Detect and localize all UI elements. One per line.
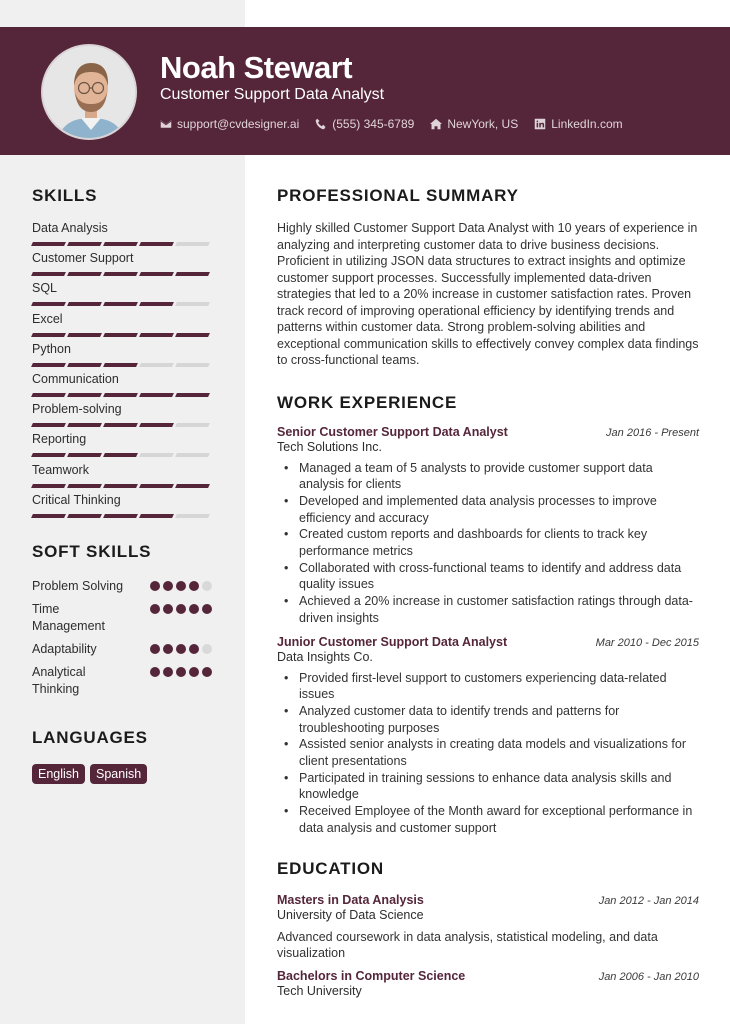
job-title: Senior Customer Support Data Analyst	[277, 424, 508, 439]
bullet-item: • Received Employee of the Month award for exceptional performance in data analysis and customer support	[299, 803, 699, 836]
school-name: Tech University	[277, 983, 362, 998]
level-segment	[139, 363, 174, 367]
level-segment	[103, 453, 138, 457]
bullet-item: • Managed a team of 5 analysts to provide customer support data analysis for clients	[299, 460, 699, 493]
level-segment	[175, 242, 210, 246]
skill-name: Customer Support	[32, 251, 134, 266]
skills-list	[32, 220, 212, 522]
job-entry	[277, 635, 699, 837]
education-date: Jan 2006 - Jan 2010	[598, 970, 699, 983]
level-segment	[31, 453, 66, 457]
skill-name: Communication	[32, 371, 119, 386]
level-segment	[175, 393, 210, 397]
degrees-list	[277, 893, 699, 1000]
rating-dot	[202, 667, 212, 677]
skill-level-bar	[32, 453, 212, 457]
level-segment	[139, 242, 174, 246]
skill-name: SQL	[32, 281, 58, 296]
level-segment	[67, 423, 102, 427]
level-segment	[31, 423, 66, 427]
level-segment	[103, 423, 138, 427]
level-segment	[67, 363, 102, 367]
summary-heading: PROFESSIONAL SUMMARY	[277, 186, 519, 205]
school-name: University of Data Science	[277, 907, 424, 922]
level-segment	[67, 272, 102, 276]
job-date: Jan 2016 - Present	[606, 426, 699, 439]
job-bullets	[277, 460, 699, 627]
level-segment	[67, 453, 102, 457]
soft-skill-rating	[150, 664, 212, 698]
skill-item	[32, 371, 212, 401]
skill-name: Critical Thinking	[32, 492, 121, 507]
home-icon	[430, 118, 442, 130]
job-entry	[277, 425, 699, 627]
languages-list	[32, 764, 212, 784]
jobs-list	[277, 425, 699, 837]
level-segment	[139, 272, 174, 276]
level-segment	[139, 484, 174, 488]
soft-skill-item	[32, 601, 212, 635]
education-entry	[277, 969, 699, 1000]
summary-text: Highly skilled Customer Support Data Analyst with 10 years of experience in analyzing and interpreting customer data to drive business decisions. Proficient in utilizing JSON data structures to extract insights and optimize customer support processes. Successfully implemented data-driven strategies that led to a 20% increase in customer satisfaction rates. Proven track record of improving operational efficiency by identifying trends and patterns within customer data. Strong problem-solving abilities and exceptional communication skills to effectively convey complex data findings to cross-functional teams.	[277, 221, 699, 367]
level-segment	[31, 333, 66, 337]
candidate-name: Noah Stewart	[160, 50, 353, 85]
rating-dot	[189, 581, 199, 591]
contact-phone[interactable]	[315, 117, 414, 131]
education-heading: EDUCATION	[277, 858, 384, 878]
level-segment	[175, 272, 210, 276]
bullet-item: • Participated in training sessions to enhance data analysis skills and knowledge	[299, 770, 699, 803]
level-segment	[103, 333, 138, 337]
rating-dot	[150, 604, 160, 614]
location-text: NewYork, US	[447, 117, 519, 131]
languages-heading: LANGUAGES	[32, 727, 148, 747]
skill-name: Python	[32, 341, 71, 356]
level-segment	[175, 302, 210, 306]
rating-dot	[189, 604, 199, 614]
soft-skill-item	[32, 641, 212, 658]
rating-dot	[163, 644, 173, 654]
level-segment	[103, 484, 138, 488]
contact-linkedin[interactable]	[534, 117, 622, 131]
soft-skill-name: Problem Solving	[32, 578, 124, 593]
bullet-item: • Achieved a 20% increase in customer satisfaction ratings through data-driven insights	[299, 593, 699, 626]
bullet-item: • Assisted senior analysts in creating data models and visualizations for client presentations	[299, 736, 699, 769]
level-segment	[139, 453, 174, 457]
company-name: Data Insights Co.	[277, 649, 373, 664]
level-segment	[67, 514, 102, 518]
education-date: Jan 2012 - Jan 2014	[598, 894, 699, 907]
rating-dot	[163, 581, 173, 591]
rating-dot	[202, 644, 212, 654]
job-header	[277, 425, 699, 439]
work-heading: WORK EXPERIENCE	[277, 392, 458, 412]
skill-item	[32, 462, 212, 492]
level-segment	[103, 302, 138, 306]
level-segment	[175, 514, 210, 518]
skill-item	[32, 431, 212, 461]
skill-name: Teamwork	[32, 462, 89, 477]
bullet-item: • Analyzed customer data to identify trends and patterns for troubleshooting purposes	[299, 703, 699, 736]
level-segment	[103, 514, 138, 518]
rating-dot	[202, 581, 212, 591]
level-segment	[175, 423, 210, 427]
phone-text: (555) 345-6789	[332, 117, 415, 131]
level-segment	[67, 302, 102, 306]
phone-icon	[315, 118, 327, 130]
skill-level-bar	[32, 363, 212, 367]
skill-name: Problem-solving	[32, 402, 122, 417]
level-segment	[175, 333, 210, 337]
rating-dot	[150, 644, 160, 654]
candidate-title: Customer Support Data Analyst	[160, 86, 385, 103]
rating-dot	[176, 667, 186, 677]
level-segment	[175, 484, 210, 488]
level-segment	[31, 484, 66, 488]
contact-email[interactable]	[160, 117, 299, 131]
job-title: Junior Customer Support Data Analyst	[277, 634, 508, 649]
rating-dot	[189, 644, 199, 654]
level-segment	[175, 363, 210, 367]
skill-name: Data Analysis	[32, 221, 108, 235]
level-segment	[31, 393, 66, 397]
level-segment	[67, 393, 102, 397]
contact-bar	[160, 117, 623, 131]
skill-level-bar	[32, 484, 212, 488]
contact-location	[430, 117, 518, 131]
soft-skill-name: Time Management	[32, 601, 105, 633]
level-segment	[31, 242, 66, 246]
level-segment	[103, 363, 138, 367]
rating-dot	[176, 604, 186, 614]
level-segment	[139, 514, 174, 518]
education-header	[277, 969, 699, 983]
company-name: Tech Solutions Inc.	[277, 439, 382, 454]
skill-level-bar	[32, 333, 212, 337]
skill-name: Excel	[32, 311, 63, 326]
skill-item	[32, 492, 212, 522]
degree-name: Bachelors in Computer Science	[277, 968, 466, 983]
level-segment	[139, 302, 174, 306]
soft-skills-list	[32, 578, 212, 698]
person-portrait-icon	[43, 46, 137, 140]
skill-level-bar	[32, 423, 212, 427]
soft-skill-rating	[150, 641, 212, 658]
level-segment	[31, 363, 66, 367]
sidebar	[32, 186, 212, 784]
soft-skill-name: Adaptability	[32, 641, 97, 656]
language-badge: Spanish	[90, 764, 147, 784]
bullet-item: • Provided first-level support to customers experiencing data-related issues	[299, 670, 699, 703]
rating-dot	[176, 581, 186, 591]
level-segment	[103, 393, 138, 397]
rating-dot	[163, 667, 173, 677]
bullet-item: • Collaborated with cross-functional teams to identify and address data quality issues	[299, 560, 699, 593]
level-segment	[67, 484, 102, 488]
skill-item	[32, 401, 212, 431]
education-entry	[277, 893, 699, 962]
rating-dot	[163, 604, 173, 614]
skill-item	[32, 220, 212, 250]
skills-heading: SKILLS	[32, 186, 98, 205]
language-badge: English	[32, 764, 85, 784]
soft-skill-rating	[150, 578, 212, 595]
linkedin-icon	[534, 118, 546, 130]
rating-dot	[176, 644, 186, 654]
soft-skill-item	[32, 664, 212, 698]
soft-skill-rating	[150, 601, 212, 635]
skill-level-bar	[32, 302, 212, 306]
envelope-icon	[160, 118, 172, 130]
bullet-item: • Developed and implemented data analysis processes to improve efficiency and accuracy	[299, 493, 699, 526]
job-header	[277, 635, 699, 649]
level-segment	[175, 453, 210, 457]
level-segment	[31, 302, 66, 306]
bullet-item: • Created custom reports and dashboards for clients to track key performance metrics	[299, 526, 699, 559]
education-description: Advanced coursework in data analysis, statistical modeling, and data visualization	[277, 929, 658, 961]
linkedin-text: LinkedIn.com	[551, 117, 623, 131]
skill-level-bar	[32, 514, 212, 518]
level-segment	[139, 423, 174, 427]
soft-skill-item	[32, 578, 212, 595]
skill-item	[32, 280, 212, 310]
level-segment	[31, 272, 66, 276]
skill-item	[32, 311, 212, 341]
job-bullets	[277, 670, 699, 837]
rating-dot	[202, 604, 212, 614]
rating-dot	[150, 667, 160, 677]
job-date: Mar 2010 - Dec 2015	[595, 636, 699, 649]
level-segment	[31, 514, 66, 518]
profile-photo	[41, 44, 137, 140]
main-content	[277, 186, 699, 1000]
skill-item	[32, 250, 212, 280]
skill-item	[32, 341, 212, 371]
email-text: support@cvdesigner.ai	[177, 117, 300, 131]
level-segment	[103, 242, 138, 246]
education-header	[277, 893, 699, 907]
skill-level-bar	[32, 242, 212, 246]
level-segment	[67, 242, 102, 246]
skill-level-bar	[32, 272, 212, 276]
skill-level-bar	[32, 393, 212, 397]
level-segment	[67, 333, 102, 337]
soft-skills-heading: SOFT SKILLS	[32, 541, 152, 561]
rating-dot	[150, 581, 160, 591]
level-segment	[139, 333, 174, 337]
level-segment	[103, 272, 138, 276]
rating-dot	[189, 667, 199, 677]
level-segment	[139, 393, 174, 397]
skill-name: Reporting	[32, 432, 87, 447]
degree-name: Masters in Data Analysis	[277, 892, 424, 907]
soft-skill-name: Analytical Thinking	[32, 664, 86, 696]
